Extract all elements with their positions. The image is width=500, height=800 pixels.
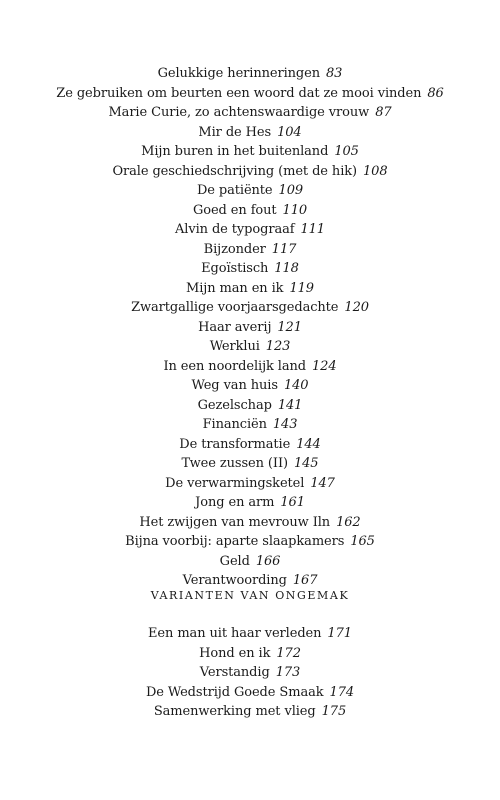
toc-entry-page-number: 118: [274, 261, 299, 276]
toc-entry-page-number: 144: [296, 436, 321, 452]
toc-entry: [0, 357, 500, 377]
toc-entry-page-number: 161: [280, 495, 305, 510]
toc-entry-title: Marie Curie, zo achtenswaardige vrouw: [108, 105, 370, 120]
toc-entry-page-number: 171: [327, 626, 352, 641]
toc-entry-title: Een man uit haar verleden: [148, 626, 322, 641]
toc-entry-page-number: 117: [271, 241, 297, 257]
toc-entry: [0, 279, 500, 299]
toc-entry: [0, 64, 500, 84]
toc-entry-page-number: 120: [344, 300, 369, 315]
toc-entry: [0, 201, 500, 221]
toc-entry-title: Verantwoording: [182, 573, 287, 588]
toc-entry: [0, 493, 500, 513]
toc-entry-page-number: 108: [363, 163, 388, 179]
toc-entry-title: Zwartgallige voorjaarsgedachte: [131, 300, 339, 315]
toc-entry: [0, 624, 500, 644]
toc-entry: [0, 376, 500, 396]
toc-entry: [0, 513, 500, 533]
toc-entry-title: Geld: [219, 553, 250, 569]
toc-entry: [0, 298, 500, 318]
toc-entry-title: Gelukkige herinneringen: [157, 66, 321, 81]
toc-entry-title: Het zwijgen van mevrouw Iln: [139, 514, 331, 530]
toc-entry-title: Goed en fout: [192, 202, 277, 218]
toc-entry: [0, 532, 500, 552]
toc-entry: [0, 142, 500, 162]
toc-entry: [0, 644, 500, 664]
toc-entry-page-number: 173: [275, 665, 301, 680]
toc-entry: [0, 415, 500, 435]
toc-entry-page-number: 123: [265, 339, 291, 354]
toc-entry-title: Haar averij: [198, 319, 272, 335]
toc-entry-title: Samenwerking met vlieg: [153, 704, 316, 719]
toc-entry: [0, 683, 500, 703]
toc-entry: [0, 454, 500, 474]
section-contents: [0, 624, 500, 722]
table-of-contents: [0, 64, 500, 591]
toc-entry: [0, 162, 500, 182]
toc-entry-page-number: 166: [255, 553, 281, 569]
toc-entry-page-number: 147: [310, 475, 335, 491]
toc-entry-title: Egoïstisch: [201, 261, 269, 276]
toc-entry-page-number: 141: [277, 397, 303, 413]
toc-entry-page-number: 140: [283, 378, 309, 393]
toc-entry-title: De verwarmingsketel: [165, 475, 305, 491]
toc-entry-title: Gezelschap: [197, 397, 272, 413]
toc-entry-page-number: 109: [278, 183, 304, 198]
toc-entry: [0, 552, 500, 572]
toc-entry-page-number: 175: [321, 704, 347, 719]
toc-entry-title: Twee zussen (II): [181, 456, 288, 471]
toc-entry-title: Mijn buren in het buitenland: [141, 144, 329, 159]
toc-entry: [0, 337, 500, 357]
toc-entry-title: Ze gebruiken om beurten een woord dat ze mooi vinden: [56, 85, 422, 101]
toc-entry-page-number: 143: [272, 417, 298, 432]
toc-entry-title: In een noordelijk land: [163, 358, 307, 374]
toc-entry-title: De transformatie: [179, 436, 291, 452]
toc-entry: [0, 702, 500, 722]
toc-entry: [0, 240, 500, 260]
toc-entry-page-number: 105: [334, 144, 359, 159]
toc-entry-title: Weg van huis: [191, 378, 278, 393]
toc-entry-page-number: 87: [375, 105, 392, 120]
toc-entry: [0, 84, 500, 104]
toc-entry: [0, 123, 500, 143]
toc-entry-page-number: 111: [300, 222, 325, 237]
toc-entry: [0, 103, 500, 123]
toc-entry-page-number: 86: [427, 85, 444, 101]
toc-entry: [0, 318, 500, 338]
toc-entry-page-number: 119: [289, 280, 314, 296]
toc-entry-title: De Wedstrijd Goede Smaak: [145, 684, 324, 700]
section-heading: VARIANTEN VAN ONGEMAK: [150, 589, 350, 602]
toc-entry-title: De patiënte: [196, 183, 273, 198]
toc-entry-page-number: 165: [350, 534, 375, 549]
toc-entry-title: Jong en arm: [195, 495, 275, 510]
toc-entry-page-number: 110: [282, 202, 308, 218]
toc-entry: [0, 220, 500, 240]
toc-entry-page-number: 121: [277, 319, 302, 335]
toc-entry-title: Mir de Hes: [198, 124, 272, 140]
toc-entry-page-number: 167: [292, 573, 318, 588]
toc-entry-title: Alvin de typograaf: [175, 222, 295, 237]
toc-entry-title: Hond en ik: [199, 645, 271, 661]
toc-entry-title: Financiën: [202, 417, 267, 432]
toc-entry-title: Verstandig: [199, 665, 270, 680]
toc-entry-page-number: 124: [312, 358, 337, 374]
toc-entry-page-number: 172: [276, 645, 301, 661]
toc-entry-page-number: 83: [326, 66, 343, 81]
toc-entry: [0, 474, 500, 494]
toc-entry-page-number: 174: [329, 684, 355, 700]
toc-entry-page-number: 145: [293, 456, 319, 471]
toc-entry-title: Werklui: [209, 339, 260, 354]
toc-entry-page-number: 104: [277, 124, 302, 140]
toc-entry-page-number: 162: [336, 514, 361, 530]
toc-entry: [0, 181, 500, 201]
toc-entry-title: Mijn man en ik: [186, 280, 284, 296]
toc-entry: [0, 259, 500, 279]
toc-entry-title: Bijzonder: [203, 241, 266, 257]
toc-entry: [0, 396, 500, 416]
toc-entry: [0, 435, 500, 455]
toc-entry-title: Bijna voorbij: aparte slaapkamers: [125, 534, 345, 549]
toc-entry-title: Orale geschiedschrijving (met de hik): [112, 163, 358, 179]
toc-entry: [0, 663, 500, 683]
